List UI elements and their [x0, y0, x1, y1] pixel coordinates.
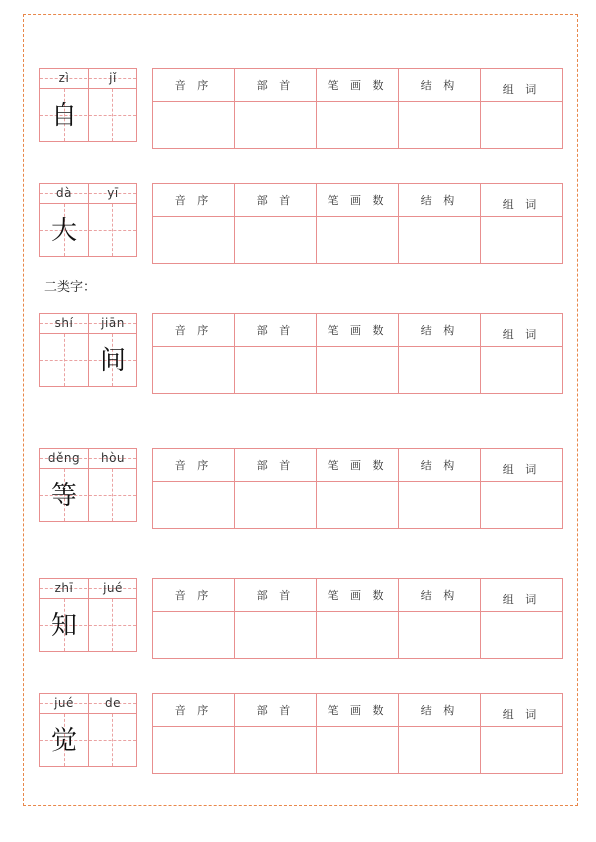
- section-heading: 二类字：: [44, 280, 97, 295]
- hanzi-left[interactable]: 知: [50, 611, 77, 641]
- answer-cell[interactable]: [399, 482, 481, 529]
- hanzi-left[interactable]: 自: [50, 101, 77, 131]
- table-header-cell: 音 序: [153, 184, 235, 217]
- table-header-cell: 结 构: [399, 69, 481, 102]
- answer-cell[interactable]: [317, 727, 399, 774]
- character-info-table: [152, 313, 563, 394]
- tianzige-box: [39, 578, 137, 652]
- answer-cell[interactable]: [399, 102, 481, 149]
- answer-cell[interactable]: [399, 347, 481, 394]
- pinyin-right: hòu: [100, 451, 126, 465]
- table-header-row: [153, 184, 563, 217]
- table-header-row: [153, 449, 563, 482]
- table-header-cell: 音 序: [153, 314, 235, 347]
- answer-cell[interactable]: [235, 102, 317, 149]
- pinyin-left: dà: [56, 186, 72, 200]
- hanzi-right[interactable]: [89, 206, 137, 256]
- character-info-table: [152, 693, 563, 774]
- table-header-row: [153, 579, 563, 612]
- table-header-row: [153, 69, 563, 102]
- hanzi-right[interactable]: [89, 91, 137, 141]
- table-header-cell: 组 词: [481, 694, 563, 727]
- tianzige-box: [39, 313, 137, 387]
- table-header-cell: 结 构: [399, 449, 481, 482]
- answer-cell[interactable]: [235, 347, 317, 394]
- table-answer-row: [153, 102, 563, 149]
- table-answer-row: [153, 217, 563, 264]
- answer-cell[interactable]: [153, 612, 235, 659]
- table-header-cell: 部 首: [235, 184, 317, 217]
- table-header-cell: 部 首: [235, 449, 317, 482]
- table-header-cell: 结 构: [399, 184, 481, 217]
- answer-cell[interactable]: [153, 482, 235, 529]
- answer-cell[interactable]: [399, 612, 481, 659]
- table-header-cell: 笔 画 数: [317, 69, 399, 102]
- table-header-cell: 音 序: [153, 579, 235, 612]
- answer-cell[interactable]: [399, 727, 481, 774]
- character-info-table: [152, 183, 563, 264]
- answer-cell[interactable]: [399, 217, 481, 264]
- hanzi-left[interactable]: 觉: [50, 726, 77, 756]
- answer-cell[interactable]: [481, 347, 563, 394]
- table-header-cell: 笔 画 数: [317, 694, 399, 727]
- table-header-cell: 部 首: [235, 694, 317, 727]
- table-header-cell: 笔 画 数: [317, 184, 399, 217]
- answer-cell[interactable]: [317, 217, 399, 264]
- table-answer-row: [153, 727, 563, 774]
- answer-cell[interactable]: [481, 482, 563, 529]
- hanzi-left[interactable]: [40, 336, 88, 386]
- answer-cell[interactable]: [153, 102, 235, 149]
- table-header-cell: 组 词: [481, 314, 563, 347]
- character-info-table: [152, 68, 563, 149]
- pinyin-right: jǐ: [109, 71, 117, 85]
- table-answer-row: [153, 347, 563, 394]
- pinyin-right: jiān: [101, 316, 125, 330]
- table-header-cell: 部 首: [235, 314, 317, 347]
- hanzi-left[interactable]: 等: [50, 481, 77, 511]
- answer-cell[interactable]: [235, 612, 317, 659]
- character-info-table: [152, 448, 563, 529]
- table-header-row: [153, 314, 563, 347]
- hanzi-right[interactable]: [89, 601, 137, 651]
- table-header-cell: 笔 画 数: [317, 579, 399, 612]
- table-header-cell: 结 构: [399, 579, 481, 612]
- tianzige-box: [39, 448, 137, 522]
- table-answer-row: [153, 612, 563, 659]
- tianzige-box: [39, 693, 137, 767]
- tianzige-box: [39, 68, 137, 142]
- answer-cell[interactable]: [317, 612, 399, 659]
- answer-cell[interactable]: [235, 727, 317, 774]
- answer-cell[interactable]: [317, 347, 399, 394]
- table-header-cell: 组 词: [481, 69, 563, 102]
- hanzi-left[interactable]: 大: [50, 216, 77, 246]
- answer-cell[interactable]: [235, 482, 317, 529]
- pinyin-right: yī: [107, 186, 119, 200]
- table-header-cell: 笔 画 数: [317, 449, 399, 482]
- pinyin-left: shí: [54, 316, 74, 330]
- answer-cell[interactable]: [317, 482, 399, 529]
- pinyin-right: de: [105, 696, 121, 710]
- table-header-cell: 组 词: [481, 184, 563, 217]
- table-header-cell: 部 首: [235, 69, 317, 102]
- table-header-cell: 结 构: [399, 694, 481, 727]
- character-info-table: [152, 578, 563, 659]
- pinyin-left: jué: [54, 696, 74, 710]
- answer-cell[interactable]: [153, 347, 235, 394]
- answer-cell[interactable]: [235, 217, 317, 264]
- pinyin-right: jué: [103, 581, 123, 595]
- table-answer-row: [153, 482, 563, 529]
- table-header-cell: 笔 画 数: [317, 314, 399, 347]
- hanzi-right[interactable]: [89, 716, 137, 766]
- answer-cell[interactable]: [153, 217, 235, 264]
- table-header-cell: 结 构: [399, 314, 481, 347]
- pinyin-left: zhī: [54, 581, 74, 595]
- answer-cell[interactable]: [481, 727, 563, 774]
- table-header-cell: 组 词: [481, 579, 563, 612]
- pinyin-left: zì: [58, 71, 70, 85]
- hanzi-right[interactable]: 间: [99, 346, 126, 376]
- table-header-cell: 音 序: [153, 694, 235, 727]
- pinyin-left: děng: [47, 451, 81, 465]
- answer-cell[interactable]: [481, 217, 563, 264]
- table-header-row: [153, 694, 563, 727]
- table-header-cell: 音 序: [153, 449, 235, 482]
- table-header-cell: 部 首: [235, 579, 317, 612]
- answer-cell[interactable]: [481, 612, 563, 659]
- tianzige-box: [39, 183, 137, 257]
- answer-cell[interactable]: [153, 727, 235, 774]
- table-header-cell: 组 词: [481, 449, 563, 482]
- answer-cell[interactable]: [481, 102, 563, 149]
- hanzi-right[interactable]: [89, 471, 137, 521]
- table-header-cell: 音 序: [153, 69, 235, 102]
- answer-cell[interactable]: [317, 102, 399, 149]
